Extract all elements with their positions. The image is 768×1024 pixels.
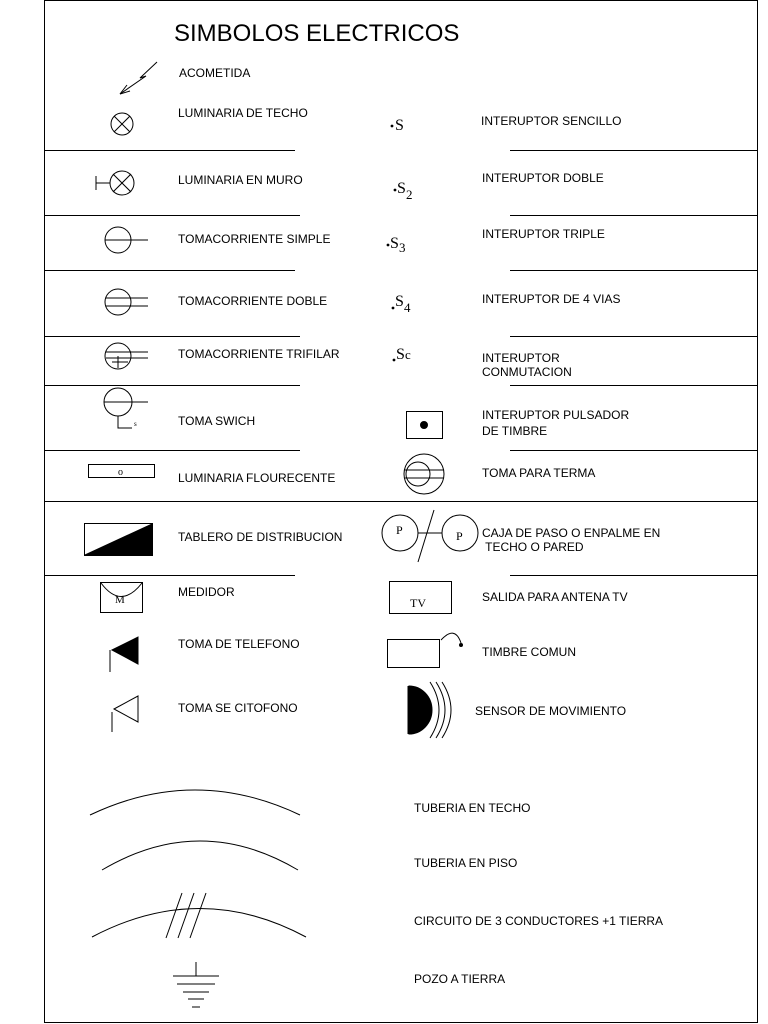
label-interruptor-conmutacion-2: CONMUTACION xyxy=(482,365,572,379)
label-interruptor-sencillo: INTERUPTOR SENCILLO xyxy=(481,114,622,128)
caja-paso-p-left: P xyxy=(396,523,403,537)
interruptor-conmutacion-glyph: S xyxy=(396,346,405,363)
pozo-tierra-symbol xyxy=(173,962,219,1007)
luminaria-muro-symbol xyxy=(96,171,134,195)
label-medidor: MEDIDOR xyxy=(178,585,235,599)
interruptor-triple-sub: 3 xyxy=(399,240,406,255)
medidor-m: M xyxy=(115,594,125,606)
fluorescente-o: o xyxy=(118,467,123,478)
tuberia-piso-symbol xyxy=(102,841,298,870)
toma-terma-symbol xyxy=(404,454,444,494)
label-pulsador-2: DE TIMBRE xyxy=(482,424,548,438)
label-toma-swich: TOMA SWICH xyxy=(178,414,256,428)
label-pulsador-1: INTERUPTOR PULSADOR xyxy=(482,408,630,422)
circuito-symbol xyxy=(92,893,306,938)
sheet-border xyxy=(45,1,758,1023)
interruptor-4vias-glyph: S xyxy=(395,293,404,310)
sensor-symbol xyxy=(408,682,451,738)
swich-s: s xyxy=(134,420,137,428)
label-luminaria-muro: LUMINARIA EN MURO xyxy=(178,173,303,187)
toma-telefono-symbol xyxy=(110,637,138,672)
page-title: SIMBOLOS ELECTRICOS xyxy=(174,20,460,47)
toma-swich-symbol xyxy=(104,388,148,428)
label-tablero: TABLERO DE DISTRIBUCION xyxy=(178,530,343,544)
label-interruptor-conmutacion-1: INTERUPTOR xyxy=(482,351,560,365)
label-caja-paso-2: TECHO O PARED xyxy=(482,540,584,554)
label-tomacorriente-doble: TOMACORRIENTE DOBLE xyxy=(178,294,328,308)
label-luminaria-fluorescente: LUMINARIA FLOURECENTE xyxy=(178,471,336,485)
label-toma-terma: TOMA PARA TERMA xyxy=(482,466,596,480)
label-luminaria-techo: LUMINARIA DE TECHO xyxy=(178,106,308,120)
label-interruptor-doble: INTERUPTOR DOBLE xyxy=(482,171,604,185)
label-tuberia-piso: TUBERIA EN PISO xyxy=(414,856,518,870)
interruptor-doble-sub: 2 xyxy=(406,187,413,202)
label-tomacorriente-trifilar: TOMACORRIENTE TRIFILAR xyxy=(178,347,340,361)
label-toma-telefono: TOMA DE TELEFONO xyxy=(178,637,300,651)
tomacorriente-doble-symbol xyxy=(105,289,148,315)
label-sensor: SENSOR DE MOVIMIENTO xyxy=(475,704,627,718)
antena-tv-glyph: TV xyxy=(410,596,426,610)
label-caja-paso-1: CAJA DE PASO O ENPALME EN xyxy=(482,526,661,540)
label-toma-citofono: TOMA SE CITOFONO xyxy=(178,701,298,715)
label-pozo-tierra: POZO A TIERRA xyxy=(414,972,506,986)
label-antena-tv: SALIDA PARA ANTENA TV xyxy=(482,590,628,604)
interruptor-doble-glyph: S xyxy=(397,180,406,197)
label-interruptor-triple: INTERUPTOR TRIPLE xyxy=(482,227,605,241)
acometida-symbol xyxy=(120,62,157,94)
tuberia-techo-symbol xyxy=(90,790,300,815)
label-circuito: CIRCUITO DE 3 CONDUCTORES +1 TIERRA xyxy=(414,914,664,928)
toma-citofono-symbol xyxy=(112,696,138,732)
pulsador-symbol xyxy=(407,412,443,439)
luminaria-techo-symbol xyxy=(111,113,133,135)
interruptor-4vias-sub: 4 xyxy=(404,300,411,315)
tomacorriente-simple-symbol xyxy=(105,227,148,253)
interruptor-conmutacion-sub: c xyxy=(405,347,411,362)
tablero-symbol xyxy=(85,524,153,556)
caja-paso-p-right: P xyxy=(456,529,463,543)
interruptor-triple-glyph: S xyxy=(390,235,399,252)
row-separators xyxy=(44,151,758,576)
timbre-symbol xyxy=(388,633,463,667)
tomacorriente-trifilar-symbol xyxy=(105,343,148,369)
label-tuberia-techo: TUBERIA EN TECHO xyxy=(414,801,531,815)
label-tomacorriente-simple: TOMACORRIENTE SIMPLE xyxy=(178,232,331,246)
interruptor-sencillo-glyph: S xyxy=(395,117,404,134)
label-timbre: TIMBRE COMUN xyxy=(482,645,576,659)
label-acometida: ACOMETIDA xyxy=(179,66,251,80)
label-interruptor-4vias: INTERUPTOR DE 4 VIAS xyxy=(482,292,621,306)
